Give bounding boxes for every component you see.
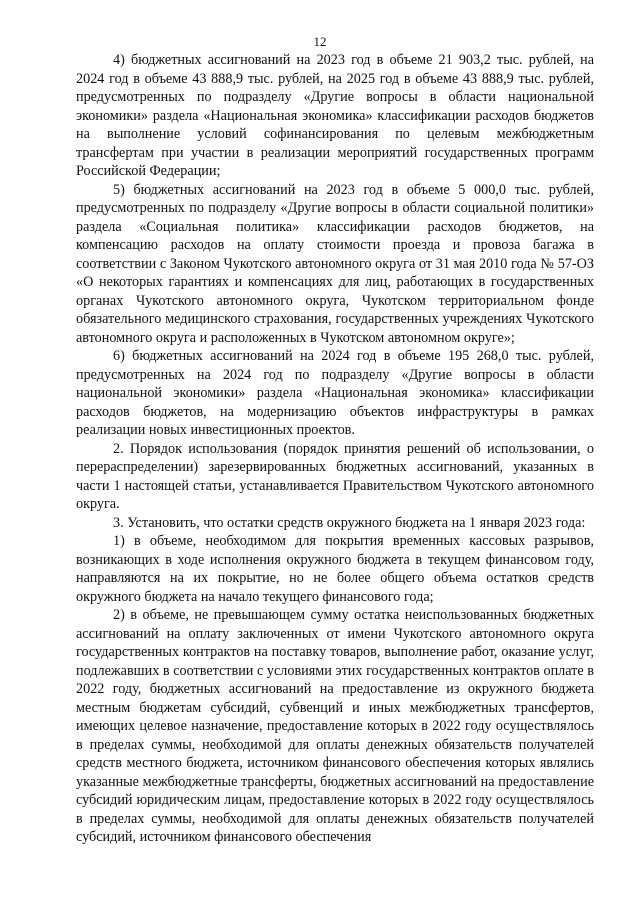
- document-body: [76, 51, 594, 847]
- paragraph-part-3: 3. Установить, что остатки средств окружного бюджета на 1 января 2023 года:: [113, 514, 586, 531]
- paragraph-part-3-item-2: 2) в объеме, не превышающем сумму остатка неиспользованных бюджетных ассигнований на оплату заключенных от имени Чукотского автономного округа государственных контрактов на поставку товаров, выполнение работ, оказание услуг, подлежавших в соответствии с условиями этих государственных контрактов оплате в 2022 году, бюджетных ассигнований на предоставление из окружного бюджета местным бюджетам субсидий, субвенций и иных межбюджетных трансфертов, имеющих целевое назначение, предоставление которых в 2022 году осуществлялось в пределах суммы, необходимой для оплаты денежных обязательств получателей средств местного бюджета, источником финансового обеспечения которых являлись указанные межбюджетные трансферты, бюджетных ассигнований на предоставление субсидий юридическим лицам, предоставление которых в 2022 году осуществлялось в пределах суммы, необходимой для оплаты денежных обязательств получателей субсидий, источником финансового обеспечения: [76, 607, 594, 845]
- paragraph-part-2: 2. Порядок использования (порядок принятия решений об использовании, о перераспределении) зарезервированных бюджетных ассигнований, указанных в части 1 настоящей статьи, устанавливается Правительством Чукотского автономного округа.: [76, 440, 594, 512]
- paragraph-part-3-item-1: 1) в объеме, необходимом для покрытия временных кассовых разрывов, возникающих в ходе исполнения окружного бюджета в текущем финансовом году, направляются на их покрытие, но не более общего объема остатков средств окружного бюджета на начало текущего финансового года;: [76, 533, 594, 605]
- paragraph-item-5: 5) бюджетных ассигнований на 2023 год в объеме 5 000,0 тыс. рублей, предусмотренных по подразделу «Другие вопросы в области социальной политики» раздела «Социальная политика» классификации расходов бюджетов, на компенсацию расходов на оплату стоимости проезда и провоза багажа в соответствии с Законом Чукотского автономного округа от 31 мая 2010 года № 57-ОЗ «О некоторых гарантиях и компенсациях для лиц, работающих в государственных органах Чукотского автономного округа, Чукотском территориальном фонде обязательного медицинского страхования, государственных учреждениях Чукотского автономного округа и расположенных в Чукотском автономном округе»;: [76, 181, 594, 346]
- page-number: 12: [313, 34, 327, 49]
- paragraph-item-6: 6) бюджетных ассигнований на 2024 год в объеме 195 268,0 тыс. рублей, предусмотренных на 2024 год по подразделу «Другие вопросы в области национальной экономики» раздела «Национальная экономика» классификации расходов бюджетов, на модернизацию объектов инфраструктуры в рамках реализации новых инвестиционных проектов.: [76, 348, 594, 438]
- paragraph-item-4: 4) бюджетных ассигнований на 2023 год в объеме 21 903,2 тыс. рублей, на 2024 год в объеме 43 888,9 тыс. рублей, на 2025 год в объеме 43 888,9 тыс. рублей, предусмотренных по подразделу «Другие вопросы в области национальной экономики» раздела «Национальная экономика» классификации расходов бюджетов на выполнение условий софинансирования по целевым межбюджетным трансфертам при участии в реализации мероприятий государственных программ Российской Федерации;: [76, 52, 594, 179]
